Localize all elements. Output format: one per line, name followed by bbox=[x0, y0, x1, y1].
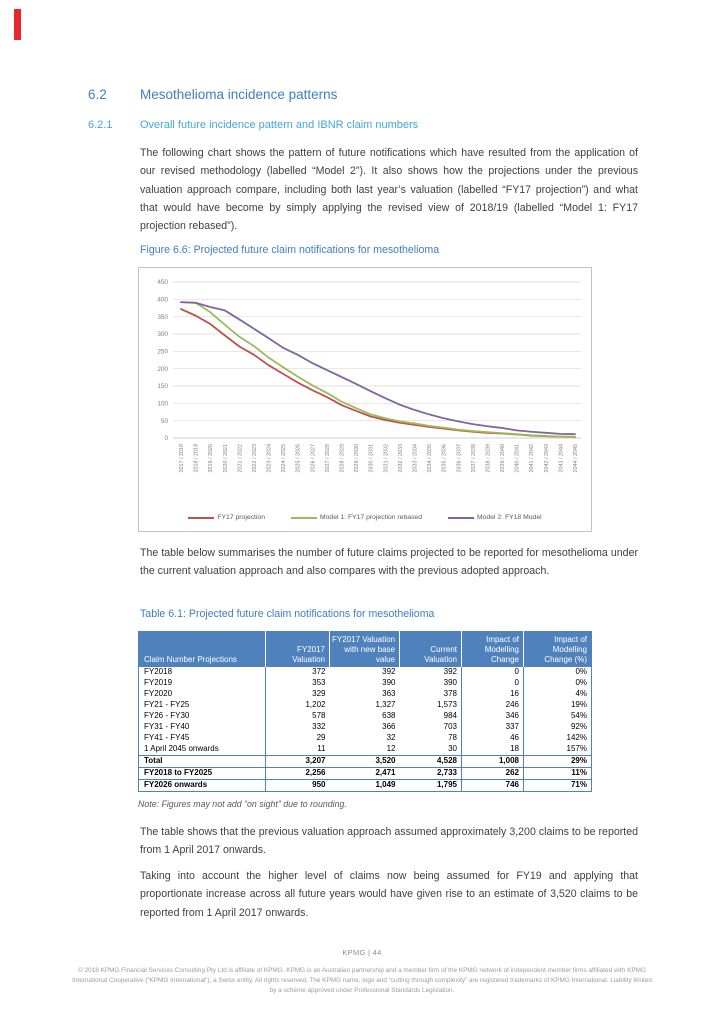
row-label: Total bbox=[139, 756, 266, 768]
x-tick-label: 2031 / 2032 bbox=[383, 444, 390, 473]
row-value: 1,573 bbox=[436, 700, 457, 710]
legend-line-swatch bbox=[448, 517, 474, 519]
row-value: 337 bbox=[462, 722, 524, 733]
table-row bbox=[139, 689, 592, 700]
legend-line-swatch bbox=[188, 517, 214, 519]
row-value: 372 bbox=[266, 667, 330, 678]
x-tick-label: 2021 / 2022 bbox=[237, 444, 244, 473]
table-row bbox=[139, 700, 592, 711]
legend-label: Model 2: FY18 Model bbox=[477, 514, 542, 521]
table-header-row bbox=[139, 632, 592, 668]
legend-item bbox=[448, 514, 542, 521]
row-value: 329 bbox=[266, 689, 330, 700]
x-tick-label: 2042 / 2043 bbox=[543, 444, 550, 473]
row-value: 1,008 bbox=[462, 756, 524, 768]
x-tick-label: 2027 / 2028 bbox=[324, 444, 331, 473]
x-tick-label: 2017 / 2018 bbox=[179, 444, 185, 473]
row-value: 2,733 bbox=[400, 768, 462, 780]
x-tick-label: 2036 / 2037 bbox=[456, 444, 463, 473]
footer-page-number: KPMG | 44 bbox=[342, 948, 382, 957]
row-value: 30 bbox=[448, 744, 457, 754]
x-tick-label: 2029 / 2030 bbox=[354, 444, 361, 473]
row-value: 11% bbox=[524, 768, 592, 780]
row-value: 18 bbox=[462, 744, 524, 756]
y-tick-label: 300 bbox=[157, 331, 168, 339]
row-value: 353 bbox=[266, 678, 330, 689]
table-header-cell: Impact of Modelling Change bbox=[462, 632, 524, 668]
body-paragraph: Taking into account the higher level of claims now being assumed for FY19 and applying that proportionate increase across all future years would have given rise to an estimate of 3,520 claims to be reported from 1 April 2017 onwards. bbox=[140, 870, 638, 919]
row-value: 390 bbox=[443, 678, 457, 688]
row-value: 78 bbox=[448, 733, 457, 743]
table-header-cell: Claim Number Projections bbox=[139, 632, 266, 668]
table-header-cell: Current Valuation bbox=[400, 632, 462, 668]
row-value: 2,471 bbox=[330, 768, 400, 780]
row-value: 0% bbox=[524, 678, 592, 689]
row-value: 703 bbox=[443, 722, 457, 732]
row-label: FY2018 bbox=[144, 667, 173, 677]
row-value: 746 bbox=[462, 780, 524, 792]
chart-legend bbox=[139, 508, 591, 531]
y-tick-label: 150 bbox=[157, 383, 168, 391]
row-value: 1,049 bbox=[330, 780, 400, 792]
x-tick-label: 2043 / 2044 bbox=[558, 444, 565, 473]
x-tick-label: 2037 / 2038 bbox=[470, 444, 477, 473]
table-caption: Table 6.1: Projected future claim notifications for mesothelioma bbox=[140, 608, 435, 620]
series-line bbox=[181, 302, 575, 434]
row-value: 19% bbox=[524, 700, 592, 711]
x-tick-label: 2026 / 2027 bbox=[310, 444, 317, 473]
legend-item bbox=[291, 514, 422, 521]
x-tick-label: 2032 / 2033 bbox=[397, 444, 404, 473]
row-value: 12 bbox=[386, 744, 396, 754]
row-value: 142% bbox=[524, 733, 592, 744]
row-value: 346 bbox=[462, 711, 524, 722]
row-label: FY21 - FY25 bbox=[144, 700, 190, 710]
row-value: 54% bbox=[524, 711, 592, 722]
table-header-cell: Impact of Modelling Change (%) bbox=[524, 632, 592, 668]
body-paragraph: The table below summarises the number of future claims projected to be reported for mesothelioma under the current valuation approach and also compares with the previous adopted approach. bbox=[140, 547, 638, 578]
table-row bbox=[139, 780, 592, 792]
body-paragraph: The following chart shows the pattern of future notifications which have resulted from the application of our revised methodology (labelled “Model 2”). It also shows how the projections under the previous valuation approach compare, including both last year’s valuation (labelled “FY17 projection”) and what that would have become by simply applying the revised view of 2018/19 (labelled “Model 1: FY17 projection rebased”). bbox=[140, 147, 638, 233]
x-tick-label: 2034 / 2035 bbox=[427, 444, 434, 473]
row-value: 378 bbox=[443, 689, 457, 699]
y-tick-label: 350 bbox=[157, 313, 168, 321]
x-tick-label: 2044 / 2045 bbox=[573, 444, 579, 473]
y-tick-label: 0 bbox=[164, 435, 168, 443]
x-tick-label: 2023 / 2024 bbox=[266, 444, 273, 473]
x-tick-label: 2020 / 2021 bbox=[222, 444, 229, 473]
table-row bbox=[139, 768, 592, 780]
row-label: FY2018 to FY2025 bbox=[139, 768, 266, 780]
row-value: 392 bbox=[382, 667, 396, 677]
x-tick-label: 2030 / 2031 bbox=[368, 444, 375, 473]
row-label: FY41 - FY45 bbox=[144, 733, 190, 743]
row-value: 11 bbox=[266, 744, 330, 756]
row-value: 32 bbox=[386, 733, 396, 743]
x-tick-label: 2024 / 2025 bbox=[281, 444, 288, 473]
table-row bbox=[139, 744, 592, 756]
body-paragraph: The table shows that the previous valuation approach assumed approximately 3,200 claims to be reported from 1 April 2017 onwards. bbox=[140, 826, 638, 857]
y-tick-label: 400 bbox=[157, 296, 168, 304]
legend-item bbox=[188, 514, 265, 521]
table-row bbox=[139, 711, 592, 722]
x-tick-label: 2040 / 2041 bbox=[514, 444, 521, 473]
row-value: 46 bbox=[462, 733, 524, 744]
row-label: FY2020 bbox=[144, 689, 173, 699]
incidence-chart-svg bbox=[139, 268, 589, 508]
subsection-number: 6.2.1 bbox=[88, 119, 113, 131]
row-value: 332 bbox=[266, 722, 330, 733]
table-header-cell: FY2017 Valuation with new base value bbox=[330, 632, 400, 668]
row-value: 1,795 bbox=[400, 780, 462, 792]
table-row bbox=[139, 733, 592, 744]
table-row bbox=[139, 756, 592, 768]
table-row bbox=[139, 678, 592, 689]
row-value: 366 bbox=[382, 722, 396, 732]
x-tick-label: 2022 / 2023 bbox=[251, 444, 258, 473]
row-value: 390 bbox=[382, 678, 396, 688]
y-tick-label: 100 bbox=[157, 400, 168, 408]
series-line bbox=[181, 302, 575, 437]
x-tick-label: 2033 / 2034 bbox=[412, 444, 419, 473]
row-label: FY2019 bbox=[144, 678, 173, 688]
row-value: 0 bbox=[462, 678, 524, 689]
row-label: 1 April 2045 onwards bbox=[144, 744, 219, 754]
claims-table bbox=[138, 631, 592, 792]
legend-line-swatch bbox=[291, 517, 317, 519]
y-tick-label: 450 bbox=[157, 279, 168, 287]
row-value: 3,207 bbox=[266, 756, 330, 768]
claims-table-wrapper bbox=[138, 631, 591, 792]
table-row bbox=[139, 722, 592, 733]
row-value: 16 bbox=[462, 689, 524, 700]
x-tick-label: 2025 / 2026 bbox=[295, 444, 302, 473]
row-value: 262 bbox=[462, 768, 524, 780]
row-value: 578 bbox=[266, 711, 330, 722]
incidence-chart bbox=[138, 267, 592, 532]
figure-caption: Figure 6.6: Projected future claim notifications for mesothelioma bbox=[140, 244, 440, 256]
x-tick-label: 2019 / 2020 bbox=[208, 444, 215, 473]
section-number: 6.2 bbox=[88, 87, 107, 102]
row-value: 246 bbox=[462, 700, 524, 711]
y-tick-label: 250 bbox=[157, 348, 168, 356]
section-heading bbox=[88, 87, 638, 102]
row-value: 1,202 bbox=[266, 700, 330, 711]
row-value: 363 bbox=[382, 689, 396, 699]
row-value: 0% bbox=[524, 667, 592, 678]
x-tick-label: 2039 / 2040 bbox=[500, 444, 507, 473]
red-flag-mark bbox=[14, 9, 21, 40]
row-value: 92% bbox=[524, 722, 592, 733]
row-value: 638 bbox=[382, 711, 396, 721]
row-value: 4,528 bbox=[400, 756, 462, 768]
row-value: 4% bbox=[524, 689, 592, 700]
row-value: 2,256 bbox=[266, 768, 330, 780]
row-value: 0 bbox=[462, 667, 524, 678]
subsection-heading bbox=[88, 119, 638, 131]
row-value: 29 bbox=[266, 733, 330, 744]
row-value: 71% bbox=[524, 780, 592, 792]
row-value: 950 bbox=[266, 780, 330, 792]
row-value: 3,520 bbox=[330, 756, 400, 768]
y-tick-label: 50 bbox=[160, 417, 168, 425]
x-tick-label: 2028 / 2029 bbox=[339, 444, 346, 473]
row-value: 392 bbox=[443, 667, 457, 677]
table-note: Note: Figures may not add “on sight” due to rounding. bbox=[138, 799, 347, 809]
row-value: 157% bbox=[524, 744, 592, 756]
x-tick-label: 2018 / 2019 bbox=[193, 444, 200, 473]
table-header-cell: FY2017 Valuation bbox=[266, 632, 330, 668]
row-value: 1,327 bbox=[375, 700, 396, 710]
section-title: Mesothelioma incidence patterns bbox=[140, 87, 338, 102]
legend-label: FY17 projection bbox=[217, 514, 265, 521]
table-row bbox=[139, 667, 592, 678]
x-tick-label: 2038 / 2039 bbox=[485, 444, 492, 473]
row-label: FY2026 onwards bbox=[139, 780, 266, 792]
row-value: 29% bbox=[524, 756, 592, 768]
series-line bbox=[181, 309, 575, 437]
x-tick-label: 2041 / 2042 bbox=[529, 444, 536, 473]
row-label: FY31 - FY40 bbox=[144, 722, 190, 732]
legend-label: Model 1: FY17 projection rebased bbox=[319, 514, 422, 521]
row-label: FY26 - FY30 bbox=[144, 711, 190, 721]
x-tick-label: 2035 / 2036 bbox=[441, 444, 448, 473]
y-tick-label: 200 bbox=[157, 365, 168, 373]
subsection-title: Overall future incidence pattern and IBNR claim numbers bbox=[140, 119, 419, 131]
row-value: 984 bbox=[443, 711, 457, 721]
footer-copyright: © 2018 KPMG Financial Services Consulting Pty Ltd is affiliate of KPMG. KPMG is an Australian partnership and a member firm of the KPMG network of independent member firms affiliated with KPMG International Cooperative (“KPMG International”), a Swiss entity. All rights reserved. The KPMG name, logo and “cutting through complexity” are registered trademarks of KPMG International. Liability limited by a scheme approved under Professional Standards Legislation. bbox=[72, 967, 652, 994]
